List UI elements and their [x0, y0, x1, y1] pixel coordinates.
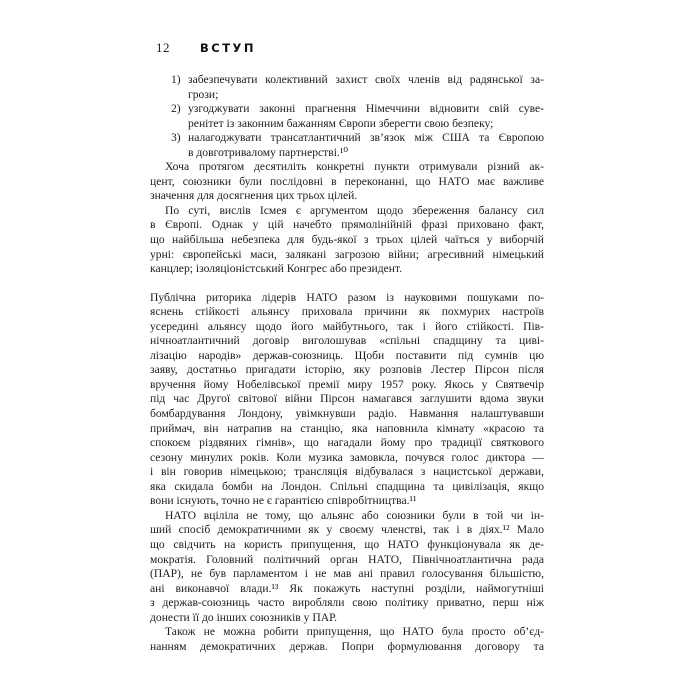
text-line: нічноатлантичний договір виголошував «спільні спадщину та циві-: [150, 334, 544, 348]
text-line: забезпечувати колективний захист своїх членів від радянської за-: [188, 73, 544, 86]
text-line: По суті, вислів Ісмея є аргументом щодо збереження балансу сил: [165, 203, 544, 217]
page-header: [150, 40, 544, 54]
text-line: сезону минулих років. Коли музика замовкла, почувся голос диктора —: [150, 450, 544, 464]
text-line: (ПАР), не був парламентом і не мав ані правил голосування більшістю,: [150, 567, 544, 581]
text-line: узгоджувати законні прагнення Німеччини відновити свій суве-: [188, 102, 544, 116]
text-line: яснень стійкості альянсу приховала причини як похмурих настроїв: [150, 305, 544, 319]
text-line: донести її до інших союзників у ПАР.: [150, 610, 337, 624]
text-line: Хоча протягом десятиліть конкретні пункти отримували різний ак-: [165, 160, 544, 174]
text-line: під час Другої світової війни Пірсон намагався заглушити вдома звуки: [150, 392, 544, 406]
text-line: мократія. Головний політичний орган НАТО, Північноатлантична рада: [150, 552, 544, 566]
text-line: значення для досягнення цих трьох цілей.: [150, 189, 358, 203]
text-line: ший спосіб демократичними як у своєму членстві, так і в діях.¹² Мало: [150, 523, 544, 537]
text-line: вони існують, точно не є гарантією співробітництва.¹¹: [150, 494, 417, 508]
book-page: [150, 40, 544, 654]
text-line: яка скидала бомби на Лондон. Спільні спадщина та цивілізація, якщо: [150, 479, 544, 493]
text-line: приймач, він натрапив на станцію, яка наповнила кімнату «красою та: [150, 421, 544, 435]
text-line: грози;: [188, 87, 219, 101]
text-line: що найбільша небезпека для будь-якої з трьох цілей чаїться у виборчій: [150, 233, 544, 247]
text-line: що свідчить на користь припущення, що НАТО функціонувала як де-: [150, 537, 544, 551]
paragraph: [150, 509, 544, 625]
list-marker: 3): [171, 131, 181, 145]
running-header: ВСТУП: [200, 41, 257, 55]
text-line: з держав-союзниць часто виробляли свою політику приватно, перш ніж: [150, 596, 544, 610]
list-item: [150, 131, 544, 160]
text-line: і він говорив німецькою; трансляція відбувалася з нацистської держави,: [150, 465, 544, 479]
paragraph: [150, 204, 544, 277]
page-number: 12: [156, 40, 170, 55]
list-item: [150, 102, 544, 131]
text-line: ренітет із законним бажанням Європи зберегти свою безпеку;: [188, 116, 494, 130]
list-item: [150, 73, 544, 102]
list-marker: 1): [171, 73, 181, 86]
page-body: [150, 73, 544, 654]
paragraph: [150, 291, 544, 509]
text-line: в довготривалому партнерстві.¹⁰: [188, 145, 348, 159]
text-line: цент, союзники були послідовні в переконанні, що НАТО має важливе: [150, 174, 544, 188]
text-line: налагоджувати трансатлантичний зв’язок між США та Європою: [188, 131, 544, 145]
text-line: лізацію народів» держав-союзниць. Щоби поставити під сумнів цю: [150, 348, 544, 362]
text-line: в Європі. Однак у цій начебто прямолінійній фразі приховано факт,: [150, 218, 544, 232]
text-line: Публічна риторика лідерів НАТО разом із науковими пошуками по-: [150, 290, 544, 304]
text-line: спокоєм різдвяних гімнів», що нагадали йому про традиції святкового: [150, 436, 544, 450]
text-line: заяву, достатньо пригадати історію, яку розповів Лестер Пірсон після: [150, 363, 544, 377]
paragraph: [150, 160, 544, 204]
text-line: урні: європейські маси, залякані загрозою війни; агресивний німецький: [150, 247, 544, 261]
text-line: ані виконавчої влади.¹³ Як покажуть наступні розділи, наймогутніші: [150, 581, 544, 595]
text-line: канцлер; ізоляціоністський Конгрес або президент.: [150, 262, 403, 276]
text-line: нанням демократичних держав. Попри формулювання договору та: [150, 639, 544, 653]
text-line: НАТО вціліла не тому, що альянс або союзники були в той чи ін-: [165, 508, 544, 522]
text-line: усередині альянсу щодо його майбутнього, так і його стійкості. Пів-: [150, 319, 544, 333]
list-marker: 2): [171, 102, 181, 116]
text-line: бомбардування Лондону, увімкнувши радіо. Навмання налаштувавши: [150, 407, 544, 421]
text-line: вручення йому Нобелівської премії миру 1957 року. Якось у Святвечір: [150, 377, 544, 391]
paragraph: [150, 625, 544, 654]
text-line: Також не можна робити припущення, що НАТО була просто об’єд-: [165, 625, 544, 639]
